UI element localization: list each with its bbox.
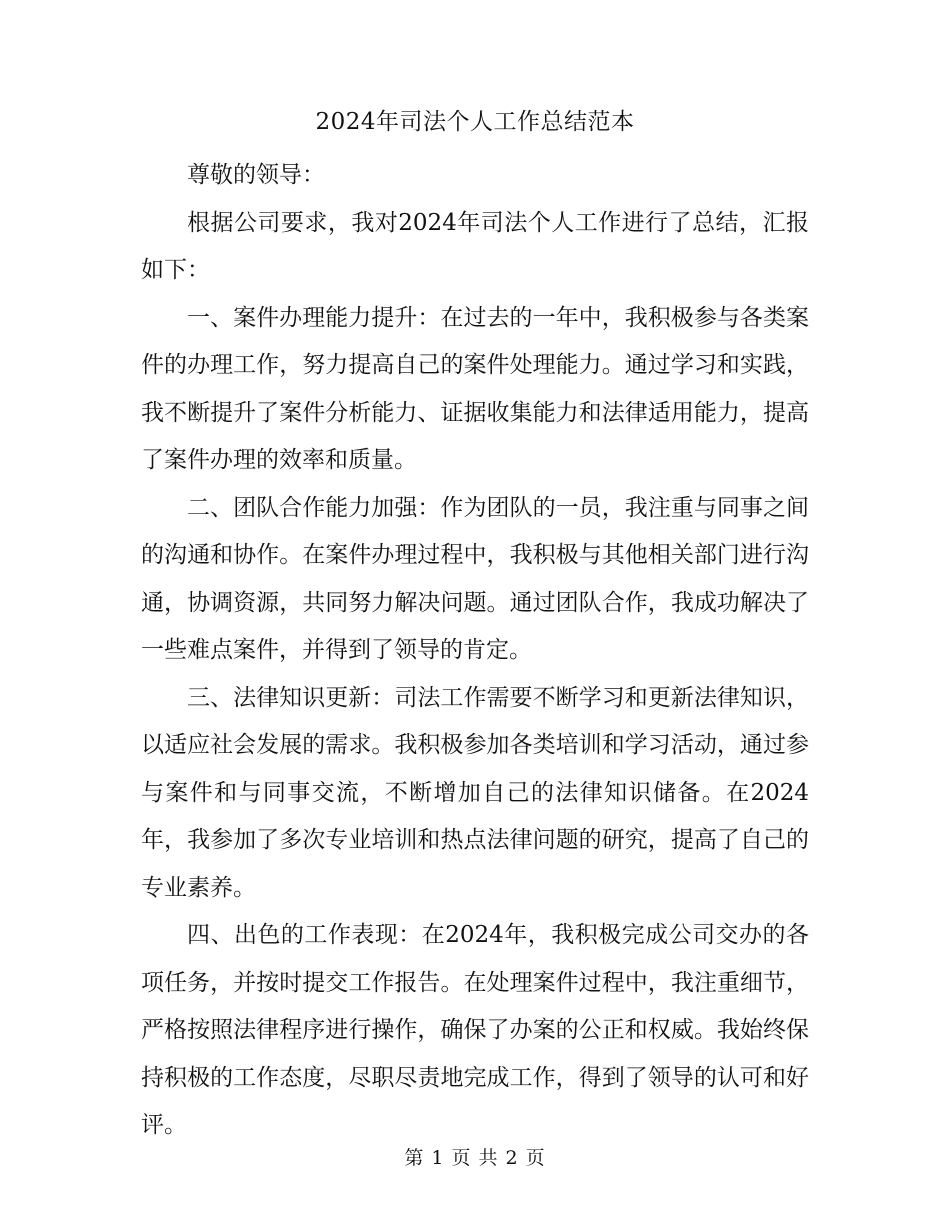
document-title: 2024年司法个人工作总结范本 — [315, 109, 635, 135]
page-number-footer: 第 1 页 共 2 页 — [404, 1147, 546, 1169]
salutation: 尊敬的领导： — [187, 162, 325, 188]
paragraph-work-performance: 四、出色的工作表现：在2024年，我积极完成公司交办的各项任务，并按时提交工作报告。在处理案件过程中，我注重细节，严格按照法律程序进行操作，确保了办案的公正和权威。我始终保持积极的工作态度，尽职尽责地完成工作，得到了领导的认可和好评。 — [141, 922, 809, 1138]
document-body — [141, 152, 809, 1150]
paragraph-case-handling: 一、案件办理能力提升：在过去的一年中，我积极参与各类案件的办理工作，努力提高自己的案件处理能力。通过学习和实践，我不断提升了案件分析能力、证据收集能力和法律适用能力，提高了案件办理的效率和质量。 — [141, 304, 809, 473]
paragraph-teamwork: 二、团队合作能力加强：作为团队的一员，我注重与同事之间的沟通和协作。在案件办理过程中，我积极与其他相关部门进行沟通，协调资源，共同努力解决问题。通过团队合作，我成功解决了一些难点案件，并得到了领导的肯定。 — [141, 494, 809, 663]
paragraph-legal-knowledge: 三、法律知识更新：司法工作需要不断学习和更新法律知识，以适应社会发展的需求。我积极参加各类培训和学习活动，通过参与案件和与同事交流，不断增加自己的法律知识储备。在2024年，我参加了多次专业培训和热点法律问题的研究，提高了自己的专业素养。 — [141, 684, 809, 901]
paragraph-intro: 根据公司要求，我对2024年司法个人工作进行了总结，汇报如下： — [141, 209, 809, 283]
